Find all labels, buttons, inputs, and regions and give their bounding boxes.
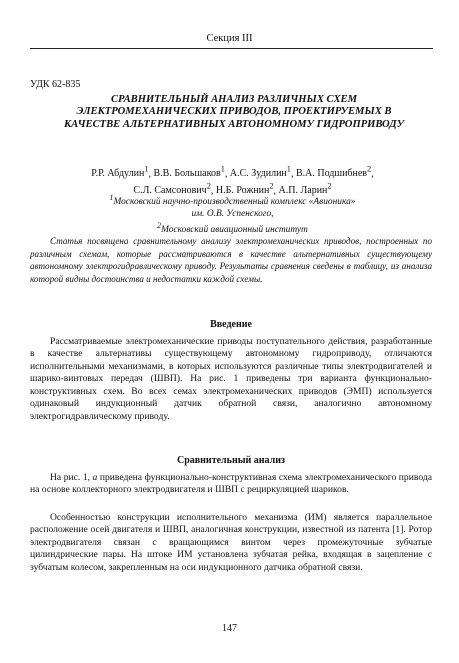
author: С.Л. Самсонович$^2$ <box>133 181 211 197</box>
section-heading-introduction: Введение <box>210 319 252 330</box>
section-heading-analysis: Сравнительный анализ <box>176 455 286 466</box>
abstract: Статья посвящена сравнительному анализу электромеханических приводов, построенных по различным схемам, которые рассматриваются в качестве альтернативных существующему автономному электрогидравлическому приводу. Результаты сравнения сведены в таблицу, из анализа которой видны достоинства и недостатки каждой схемы. <box>30 236 432 284</box>
affiliations <box>60 192 405 237</box>
page-number: 147 <box>222 623 237 634</box>
author: Р.Р. Абдулин$^1$ <box>91 165 149 180</box>
analysis-paragraph-1: На рис. 1, а приведена функционально-конструктивная схема электромеханического привода на основе коллекторного электродвигателя и ШВП с рециркуляцией шариков. <box>30 472 432 496</box>
author: А.С. Зудилин$^1$ <box>229 165 291 180</box>
analysis-paragraph-2: Особенностью конструкции исполнительного механизма (ИМ) является параллельное расположение осей двигателя и ШВП, аналогичная конструкции, известной из патента [1]. Ротор электродвигателя связан с вращающимся винтом через промежуточные зубчатые цилиндрические пары. На штоке ИМ установлена зубчатая рейка, входящая в зацепление с зубчатым колесом, закрепленным на оси индукционного датчика обратной связи. <box>30 512 432 573</box>
author: В.В. Большаков$^1$ <box>153 165 225 180</box>
header-divider <box>30 48 433 49</box>
running-header: Секция III <box>206 33 253 44</box>
author: А.П. Ларин$^2$ <box>278 181 332 197</box>
udc-code: УДК 62-835 <box>30 79 81 90</box>
affiliation-1: $^1$Московский научно-производственный комплекс «Авионика» <box>109 193 356 208</box>
intro-paragraph: Рассматриваемые электромеханические приводы поступательного действия, разработанные в качестве альтернативы существующему автономному гидроприводу, отличаются исполнительными механизмами, в которых используются различные типы электродвигателей и шарико-винтовых передач (ШВП). На рис. 1 приведены три варианта функционально-конструктивных схем. Во всех семах электромеханических приводов (ЭМП) используется одинаковый индукционный датчик обратной связи, аналогично автономному электрогидравлическому приводу. <box>30 336 432 422</box>
author-list: Р.Р. Абдулин$^1$, В.В. Большаков$^1$, А.С. Зудилин$^1$, В.А. Подшибнев$^2$, С.Л. Самсонович$^2$, Н.Б. Рожнин$^2$, А.П. Ларин$^2$ <box>91 165 374 197</box>
author: Н.Б. Рожнин$^2$ <box>215 181 274 197</box>
affiliation-2: $^2$Московский авиационный институт <box>157 221 308 236</box>
affiliation-1-line2: им. О.В. Успенского, <box>191 208 274 219</box>
paper-title: СРАВНИТЕЛЬНЫЙ АНАЛИЗ РАЗЛИЧНЫХ СХЕМ ЭЛЕКТРОМЕХАНИЧЕСКИХ ПРИВОДОВ, ПРОЕКТИРУЕМЫХ В КАЧЕСТВЕ АЛЬТЕРНАТИВНЫХ АВТОНОМНОМУ ГИДРОПРИВОДУ <box>64 94 404 130</box>
author: В.А. Подшибнев$^2$ <box>295 165 372 180</box>
